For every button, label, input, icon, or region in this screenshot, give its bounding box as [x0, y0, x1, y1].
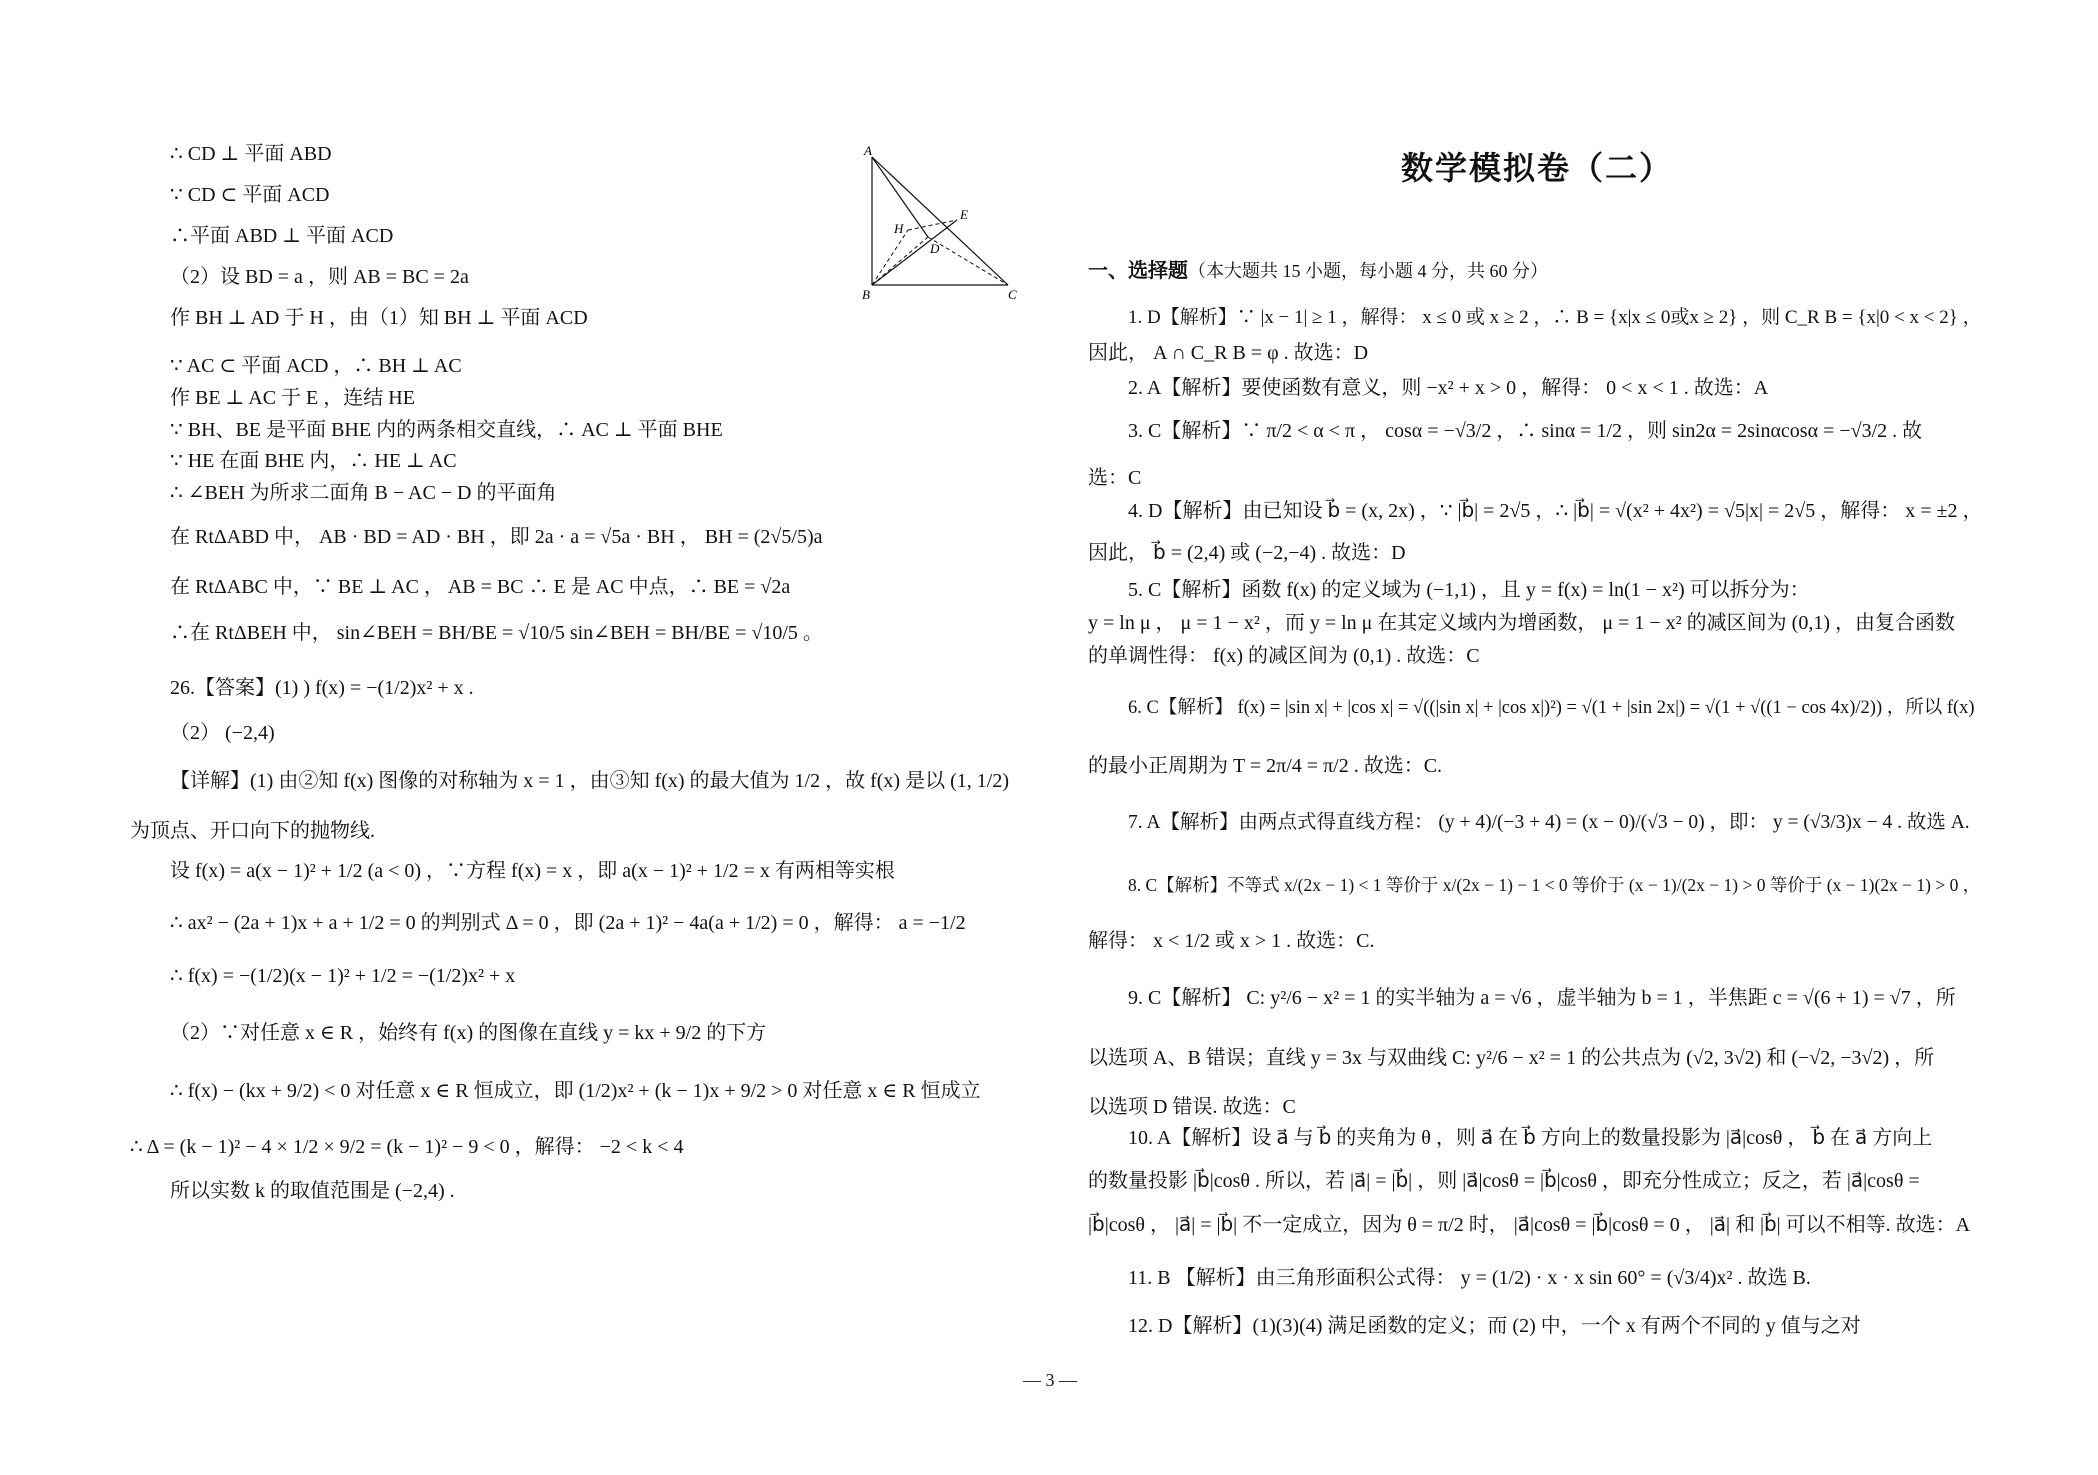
- text-line: 7. A【解析】由两点式得直线方程： (y + 4)/(−3 + 4) = (x − 0)/(√3 − 0) ，即： y = (√3/3)x − 4 . 故选 A.: [1128, 812, 1970, 833]
- text-line: 以选项 A、B 错误；直线 y = 3x 与双曲线 C: y²/6 − x² = 1 的公共点为 (√2, 3√2) 和 (−√2, −3√2) ，所: [1088, 1047, 1935, 1069]
- text-line: 作 BH ⊥ AD 于 H ，由（1）知 BH ⊥ 平面 ACD: [170, 307, 588, 329]
- text-line: （2）设 BD = a ，则 AB = BC = 2a: [170, 266, 469, 288]
- section-note: （本大题共 15 小题，每小题 4 分，共 60 分）: [1188, 261, 1548, 281]
- figure-label-h: H: [894, 221, 904, 236]
- text-line: ∴ ∠BEH 为所求二面角 B − AC − D 的平面角: [170, 482, 557, 504]
- figure-label-a: A: [864, 145, 872, 158]
- text-line: ∴ f(x) − (kx + 9/2) < 0 对任意 x ∈ R 恒成立，即 (1/2)x² + (k − 1)x + 9/2 > 0 对任意 x ∈ R 恒成立: [170, 1080, 981, 1102]
- text-line: 4. D【解析】由已知设 b⃗ = (x, 2x) ，∵ |b⃗| = 2√5 ，∴ |b⃗| = √(x² + 4x²) = √5|x| = 2√5 ，解得： x = ±2 ，: [1128, 500, 1983, 522]
- text-line: 12. D【解析】(1)(3)(4) 满足函数的定义；而 (2) 中，一个 x 有两个不同的 y 值与之对: [1128, 1315, 1861, 1337]
- text-line: ∴平面 ABD ⊥ 平面 ACD: [170, 225, 394, 247]
- figure-label-d: D: [930, 241, 940, 256]
- text-line: 5. C【解析】函数 f(x) 的定义域为 (−1,1) ，且 y = f(x) = ln(1 − x²) 可以拆分为：: [1128, 579, 1810, 601]
- text-line: ∵ AC ⊂ 平面 ACD ，∴ BH ⊥ AC: [170, 355, 462, 377]
- text-line: 的最小正周期为 T = 2π/4 = π/2 . 故选：C.: [1088, 755, 1443, 777]
- text-line: 1. D【解析】∵ |x − 1| ≥ 1 ，解得： x ≤ 0 或 x ≥ 2 ，∴ B = {x|x ≤ 0或x ≥ 2} ，则 C_R B = {x|0 < x < 2} ，: [1128, 307, 1982, 328]
- figure-label-b: B: [862, 287, 870, 302]
- answer-heading: 26.【答案】(1) ) f(x) = −(1/2)x² + x .: [170, 677, 474, 699]
- figure-label-e: E: [960, 207, 968, 222]
- text-line: 的数量投影 |b⃗|cosθ . 所以，若 |a⃗| = |b⃗| ，则 |a⃗|cosθ = |b⃗|cosθ ，即充分性成立；反之，若 |a⃗|cosθ =: [1088, 1170, 1920, 1192]
- text-line: ∴ Δ = (k − 1)² − 4 × 1/2 × 9/2 = (k − 1)² − 9 < 0 ，解得： −2 < k < 4: [130, 1136, 684, 1158]
- text-line: 以选项 D 错误. 故选：C: [1088, 1096, 1296, 1118]
- text-line: ∵ HE 在面 BHE 内，∴ HE ⊥ AC: [170, 450, 457, 472]
- text-line: 设 f(x) = a(x − 1)² + 1/2 (a < 0) ，∵方程 f(x) = x ，即 a(x − 1)² + 1/2 = x 有两相等实根: [170, 860, 895, 882]
- pyramid-figure: [860, 145, 1020, 305]
- text-line: ∴在 RtΔBEH 中， sin∠BEH = BH/BE = √10/5 sin∠BEH = BH/BE = √10/5 。: [170, 622, 823, 644]
- text-line: ∵ BH、BE 是平面 BHE 内的两条相交直线，∴ AC ⊥ 平面 BHE: [170, 419, 723, 441]
- section-label: 一、选择题: [1088, 260, 1188, 282]
- text-line: 2. A【解析】要使函数有意义，则 −x² + x > 0 ，解得： 0 < x < 1 . 故选：A: [1128, 377, 1769, 399]
- text-line: ∵ CD ⊂ 平面 ACD: [170, 184, 330, 206]
- page-number: — 3 —: [1023, 1370, 1077, 1390]
- text-line: 因此， b⃗ = (2,4) 或 (−2,−4) . 故选：D: [1088, 542, 1406, 564]
- text-line: y = ln μ ， μ = 1 − x² ，而 y = ln μ 在其定义域内为增函数， μ = 1 − x² 的减区间为 (0,1) ，由复合函数: [1088, 612, 1955, 634]
- text-line: 因此， A ∩ C_R B = φ . 故选：D: [1088, 342, 1369, 364]
- section-heading: [1088, 258, 1548, 284]
- text-line: （2） (−2,4): [170, 722, 275, 744]
- text-line: 3. C【解析】∵ π/2 < α < π ， cosα = −√3/2 ，∴ sinα = 1/2 ，则 sin2α = 2sinαcosα = −√3/2 . 故: [1128, 420, 1923, 442]
- page-title: 数学模拟卷（二）: [1400, 149, 1673, 187]
- text-line: 10. A【解析】设 a⃗ 与 b⃗ 的夹角为 θ ，则 a⃗ 在 b⃗ 方向上的数量投影为 |a⃗|cosθ ， b⃗ 在 a⃗ 方向上: [1128, 1127, 1933, 1149]
- text-line: ∴ CD ⊥ 平面 ABD: [170, 143, 332, 165]
- text-line: 6. C【解析】 f(x) = |sin x| + |cos x| = √((|sin x| + |cos x|)²) = √(1 + |sin 2x|) = √(1 + √((1 − cos 4x)/2)) ，所以 f(x): [1128, 698, 1975, 718]
- text-line: 为顶点、开口向下的抛物线.: [130, 820, 375, 842]
- figure-label-c: C: [1008, 287, 1017, 302]
- text-line: 11. B 【解析】由三角形面积公式得： y = (1/2) · x · x sin 60° = (√3/4)x² . 故选 B.: [1128, 1267, 1811, 1289]
- text-line: 所以实数 k 的取值范围是 (−2,4) .: [170, 1180, 455, 1202]
- text-line: ∴ f(x) = −(1/2)(x − 1)² + 1/2 = −(1/2)x² + x: [170, 965, 516, 987]
- text-line: 解得： x < 1/2 或 x > 1 . 故选：C.: [1088, 930, 1375, 952]
- text-line: 的单调性得： f(x) 的减区间为 (0,1) . 故选：C: [1088, 645, 1480, 667]
- text-line: 【详解】(1) 由②知 f(x) 图像的对称轴为 x = 1 ，由③知 f(x) 的最大值为 1/2 ，故 f(x) 是以 (1, 1/2): [170, 770, 1009, 792]
- text-line: （2）∵对任意 x ∈ R ，始终有 f(x) 的图像在直线 y = kx + 9/2 的下方: [170, 1022, 767, 1044]
- text-line: 在 RtΔABD 中， AB · BD = AD · BH ，即 2a · a = √5a · BH ， BH = (2√5/5)a: [170, 526, 823, 548]
- text-line: 8. C【解析】不等式 x/(2x − 1) < 1 等价于 x/(2x − 1) − 1 < 0 等价于 (x − 1)/(2x − 1) > 0 等价于 (x − 1)(2x − 1) > 0 ，: [1128, 875, 1981, 895]
- text-line: |b⃗|cosθ ， |a⃗| = |b⃗| 不一定成立，因为 θ = π/2 时， |a⃗|cosθ = |b⃗|cosθ = 0 ， |a⃗| 和 |b⃗| 可以不相等. 故选：A: [1088, 1214, 1971, 1236]
- text-line: 作 BE ⊥ AC 于 E ，连结 HE: [170, 387, 415, 409]
- text-line: 在 RtΔABC 中，∵ BE ⊥ AC ， AB = BC ∴ E 是 AC 中点，∴ BE = √2a: [170, 576, 791, 598]
- text-line: 9. C【解析】 C: y²/6 − x² = 1 的实半轴为 a = √6 ，虚半轴为 b = 1 ，半焦距 c = √(6 + 1) = √7 ，所: [1128, 987, 1956, 1009]
- text-line: ∴ ax² − (2a + 1)x + a + 1/2 = 0 的判别式 Δ = 0 ，即 (2a + 1)² − 4a(a + 1/2) = 0 ，解得： a = −1/2: [170, 912, 966, 934]
- text-line: 选：C: [1088, 467, 1142, 489]
